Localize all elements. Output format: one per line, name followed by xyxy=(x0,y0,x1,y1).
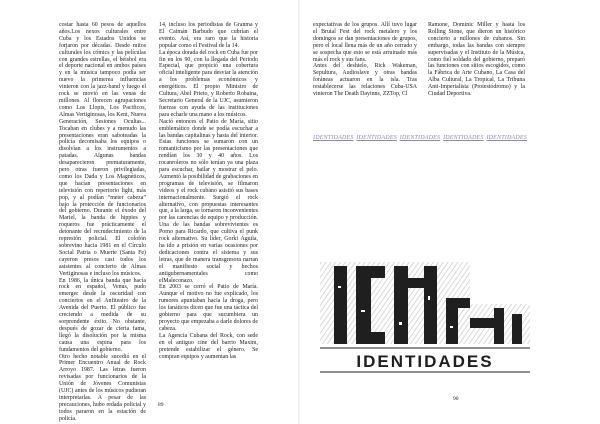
paragraph: En 1986, la única banda que hacía rock en español, Venus, pudo emerger desde la oscuridad con conciertos en el Anfiteatro de la Avenida del Puerto. El público fue creciendo a medida de su sorprendente éxito. No obstante, después de gozar de cierta fama, llegó la disolución por la misma causa una espina para los fundamentos del gobierno. xyxy=(59,277,146,353)
paragraph: Otro hecho notable sucedió en el Primer Encuentro Anual de Rock Arroyo 1987. Las letras fueron revisadas por funcionarios de la Unión de Jóvenes Comunistas (UJC) antes de los músicos pudieran interpretarlas. A pesar de las precauciones, hubo redada policial y todos pararon en la estación de policía. xyxy=(59,353,146,422)
identidades-logo-graphic xyxy=(320,256,530,386)
paragraph: En 2003 se cerró el Patio de María. Aunque el motivo no fue explicado, los rumores apuntaban hacia la droga, pero los fanáticos dicen que fue una táctica del gobierno para que sucumbiera un proyecto que empezaba a darle dolores de cabeza. xyxy=(159,284,258,332)
text-column-4 xyxy=(428,22,525,98)
banner-word: IDENTIDADES xyxy=(399,135,441,141)
paragraph: La época dorada del rock en Cuba fue por fin en los 90, con la llegada del Periodo Especial, que propició una cobertura oficial inteligente para desviar la atención a los problemas económicos y energéticos. El propio Ministro de Cultura, Abel Prieto, y Roberto Robaina, Secretario General de la UJC, asumieron fuerzas con ayuda de las instituciones para echarle una mano a los músicos. xyxy=(159,49,258,118)
text-column-1 xyxy=(59,22,146,423)
banner-word: IDENTIDADES xyxy=(486,135,527,141)
page-number-right: 90 xyxy=(453,396,459,402)
paragraph: expectativas de los grupos. Allí tuvo lugar el Brutal Fest del rock metalero y los domingos se dan presentaciones de grupos, pero el local llena más de un año cerrado y se sospecha que esto se está arruinado más más el rock y sus fans. xyxy=(313,22,417,63)
page-number-left: 89 xyxy=(158,402,164,408)
paragraph: 14, incluso los periodistas de Granma y El Caimán Barbudo que cubrían el evento. Así, era raro que la historia popular como el Festival de la 14. xyxy=(159,22,258,49)
identidades-banner xyxy=(313,135,527,141)
logo-wordmark: IDENTIDADES xyxy=(356,352,494,371)
paragraph: La Agencia Cubana del Rock, con sede en el antiguo cine del barrio Maxim, pretende estabilizar el género. Se compran equipos y aumentan las xyxy=(159,332,258,360)
text-column-2 xyxy=(159,22,258,360)
banner-word: IDENTIDADES xyxy=(313,135,354,141)
banner-word: IDENTIDADES xyxy=(443,135,484,141)
paragraph: Nació entonces el Patio de María, sitio emblemático donde se podía escuchar a las bandas capitalinas y hasta del interior. Estas funciones se sumaron con un romanticismo por las presentaciones que rendían los 30 y 40 años. Los rocanroleros no sólo tenían ya una plaza para escuchar, bailar y mostrar el pelo. Aumentó la posibilidad de grabaciones en programas de televisión, se filmaron videos y el rock cubano asistió sus bases internacionalmente. Surgió el rock alternativo, con propuestas interesantes que, a la larga, se tornaron inconvenientes por las carencias de equipo y producción. Una de las bandas sobrevivientes es Porno para Ricardo, que cultiva el punk rock alternativo. Su líder, Gorki Águila, ha ido a prisión en varias ocasiones por dedicaciones contra el sistema y sus letras, que de manera transgresora narran el manifiesto social y hechos antigubernamentales como elMaleconazo. xyxy=(159,118,259,284)
paragraph: costar hasta 60 pesos de aquellos años.Los nexos culturales entre Cuba y los Estados Unidos se forjaron por décadas. Desde mitos culturales los cómics y las películas con grandes estrellas, el béisbol era el deporte nacional en ambos países y en la música tampoco podía ser nuevo la primerea influencias vinieron con la jazz-band y luego el rock se movió en las venas de millones. Al florecen agrupaciones como Los Llopis, Los Pacificos, Almas Vertiginosas, los Kent, Nueva Generación, Sesiones Ocultas... Tocaban en clubes y a menudo las presentaciones eran saboteadas la policía decomisaba los equipos o disolvían a los instrumentos a patadas. Algunas bandas desaparecieron prematuramente, pero otras fueron privilegiadas, como los Dada y Los Magnéticos, que hacían presentaciones en televisión con repertorio light, más pop, y al podían “meter cabeza” bajo la protección de funcionarios del gobierno. Durante el éxodo del Mariel, la banda de hippies y roqueros fue prácticamente el detonante del recrudecimiento de la represión policial. El colofón sobrevino hacia 1981 en el Círculo Social Patria o Muerte (Santa Fe) cayeron presos casi todos los asistentes al concierto de Almas Vertiginosas e incluso los músicos. xyxy=(59,22,146,277)
identidades-logo xyxy=(320,256,530,386)
banner-word: IDENTIDADES xyxy=(356,135,397,141)
paragraph: Ramone, Dominic Miller y hasta los Rolling Stone, que dieron un histórico concierto a millones de cubanos. Sin embargo, todas las bandas con siempre supervisadas y el Instituto de la Música, como fiel soldado del gobierno, preparó las funciones con sitios escogidos, como la Fábrica de Arte Cubano, La Casa del Alba Cultural, La Tropical, La Tribuna Anti-Imperialista (Protestódromo) y la Ciudad Deportiva. xyxy=(428,22,525,98)
paragraph: Antes del deshielo, Rick Wakeman, Sepultura, Audioslave y otras bandas foráneas actuaron en la isla. Tras restablecerse las relaciones Cuba-USA vinieron The Death Dayinns, ZZTop, Cl xyxy=(313,63,417,98)
text-column-3 xyxy=(313,22,417,98)
